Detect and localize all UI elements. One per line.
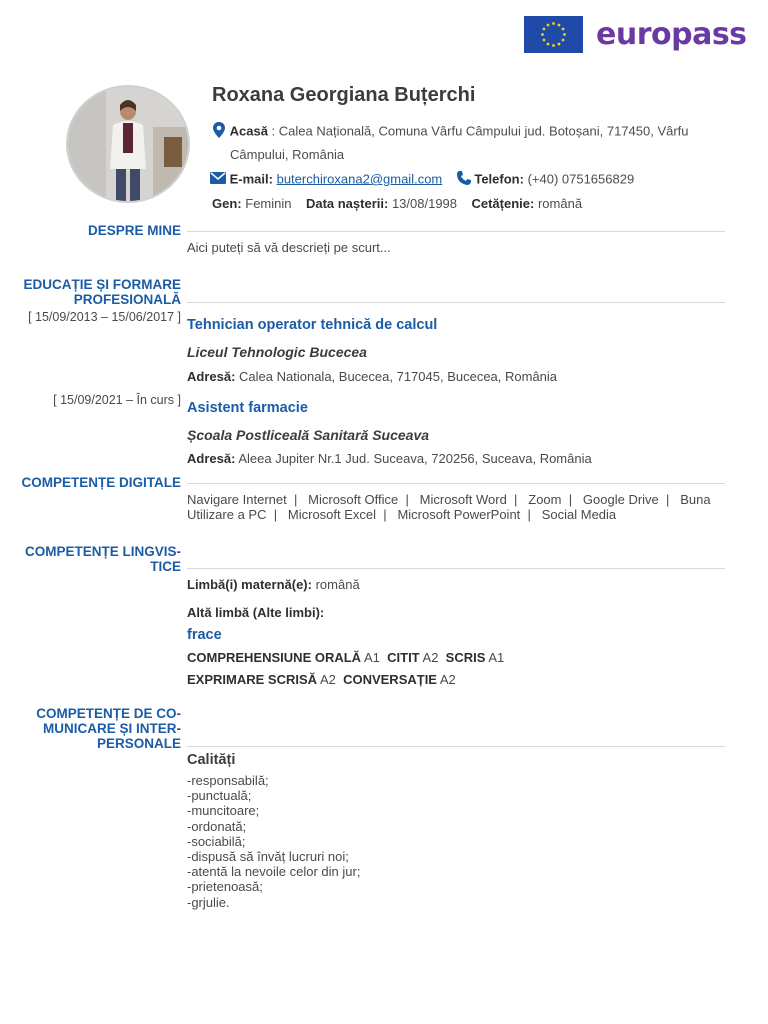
oral-level: A1 — [363, 650, 380, 665]
quality-item: -atentă la nevoile celor din jur; — [187, 864, 361, 880]
write-label: SCRIS — [445, 650, 486, 665]
education-date: [ 15/09/2013 – 15/06/2017 ] — [28, 310, 181, 324]
about-text: Aici puteți să vă descrieți pe scurt... — [187, 240, 391, 255]
quality-item: -ordonată; — [187, 818, 247, 834]
conversation-label: CONVERSAȚIE — [343, 672, 437, 687]
language-levels-row2 — [187, 672, 456, 687]
address-line2: Câmpului, România — [230, 147, 345, 162]
email-link[interactable]: buterchiroxana2@gmail.com — [276, 171, 443, 187]
languages-title-line1: COMPETENȚE LINGVIS- — [24, 544, 181, 559]
education-title: Asistent farmacie — [187, 400, 308, 416]
digital-divider — [187, 483, 725, 484]
qualities-subtitle: Calități — [187, 752, 236, 768]
digital-skills-line2: Utilizare a PC | Microsoft Excel | Microsoft PowerPoint | Social Media — [187, 507, 617, 522]
citizenship-label: Cetățenie: — [471, 196, 535, 211]
address-line1: : Calea Națională, Comuna Vârfu Câmpului jud. Botoșani, 717450, Vârfu — [267, 123, 689, 139]
quality-item: -punctuală; — [187, 788, 252, 804]
write-level: A1 — [488, 650, 505, 665]
quality-item: -prietenoasă; — [187, 879, 263, 895]
gender-value: Feminin — [245, 196, 292, 211]
education-divider — [187, 302, 725, 303]
digital-skills-line1: Navigare Internet | Microsoft Office | Microsoft Word | Zoom | Google Drive | Buna — [187, 492, 711, 507]
about-divider — [187, 231, 725, 232]
about-section-title: DESPRE MINE — [87, 223, 181, 238]
languages-title-line2: TICE — [150, 559, 181, 574]
education-section-title — [23, 277, 181, 307]
other-languages-label — [187, 605, 324, 620]
read-level: A2 — [422, 650, 439, 665]
brand-name: europass — [596, 17, 747, 52]
written-label: EXPRIMARE SCRISĂ — [187, 672, 318, 687]
mother-tongue-label: Limbă(i) maternă(e): — [187, 577, 312, 592]
oral-label: COMPREHENSIUNE ORALĂ — [187, 650, 362, 665]
phone-icon — [457, 171, 471, 189]
education-institution: Liceul Tehnologic Bucecea — [187, 344, 367, 360]
language-levels-row1 — [187, 650, 504, 665]
education-address — [187, 369, 557, 384]
mother-tongue — [187, 577, 360, 592]
address-value: Calea Nationala, Bucecea, 717045, Bucecea, România — [239, 369, 558, 384]
gender-label: Gen: — [212, 196, 242, 211]
languages-divider — [187, 568, 725, 569]
quality-item: -responsabilă; — [187, 773, 269, 788]
education-institution: Școala Postliceală Sanitară Suceava — [187, 427, 430, 443]
education-address — [187, 451, 592, 466]
conversation-level: A2 — [439, 672, 456, 687]
address-value: Aleea Jupiter Nr.1 Jud. Suceava, 720256, Suceava, România — [238, 451, 592, 466]
mother-tongue-value: română — [315, 577, 360, 592]
other-languages-label-text: Altă limbă (Alte limbi): — [187, 605, 325, 620]
communication-title-line3: PERSONALE — [96, 736, 181, 751]
education-title-line1: EDUCAȚIE ȘI FORMARE — [23, 277, 181, 292]
location-pin-icon — [212, 122, 226, 142]
eu-flag-icon — [524, 16, 583, 53]
quality-item: -sociabilă; — [187, 833, 246, 849]
education-date: [ 15/09/2021 – În curs ] — [53, 393, 181, 407]
communication-divider — [187, 746, 725, 747]
email-label: E-mail: — [229, 171, 273, 187]
phone-label: Telefon: — [474, 171, 524, 187]
quality-item: -grjulie. — [187, 894, 230, 910]
communication-title-line2: MUNICARE ȘI INTER- — [43, 721, 181, 736]
education-title-line2: PROFESIONALĂ — [73, 292, 181, 307]
phone-value: (+40) 0751656829 — [527, 171, 635, 187]
qualities-list — [187, 773, 360, 910]
personal-details — [212, 196, 582, 212]
envelope-icon — [210, 172, 226, 188]
communication-section-title — [36, 706, 181, 751]
digital-section-title: COMPETENȚE DIGITALE — [21, 475, 181, 490]
quality-item: -dispusă să învăț lucruri noi; — [187, 849, 349, 865]
address-label: Adresă: — [187, 369, 236, 384]
education-title: Tehnician operator tehnică de calcul — [187, 317, 438, 333]
quality-item: -muncitoare; — [187, 803, 260, 819]
profile-photo — [66, 85, 190, 203]
citizenship-value: română — [537, 196, 583, 211]
europass-logo — [524, 16, 747, 54]
language-name: frace — [187, 627, 222, 643]
address-block — [212, 122, 712, 142]
languages-section-title — [25, 544, 181, 574]
read-label: CITIT — [387, 650, 420, 665]
written-level: A2 — [319, 672, 336, 687]
address-label: Adresă: — [187, 451, 236, 466]
address-label: Acasă — [229, 123, 268, 139]
communication-title-line1: COMPETENȚE DE CO- — [36, 706, 181, 721]
birth-value: 13/08/1998 — [391, 196, 458, 211]
contact-line — [210, 171, 634, 189]
person-name: Roxana Georgiana Buțerchi — [212, 84, 476, 106]
birth-label: Data nașterii: — [305, 196, 389, 211]
